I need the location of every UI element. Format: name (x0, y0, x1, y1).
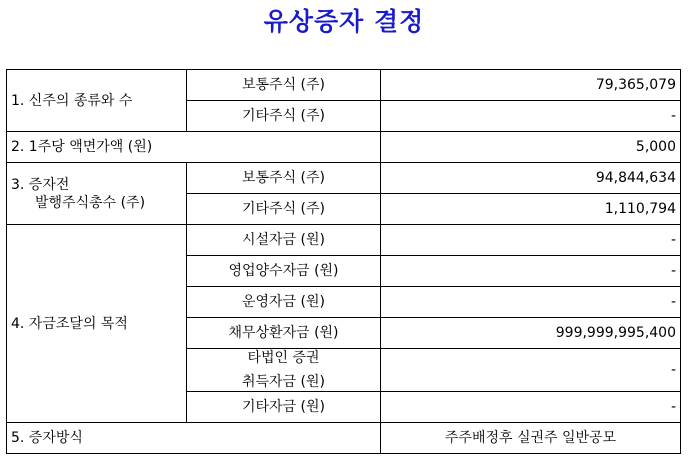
securities-label-line2: 취득자금 (원) (242, 374, 325, 390)
row-label-new-shares: 1. 신주의 종류와 수 (7, 70, 187, 132)
value-operating-funds: - (381, 287, 681, 318)
value-debt-repayment-funds: 999,999,995,400 (381, 318, 681, 349)
value-issuance-method: 주주배정후 실권주 일반공모 (381, 423, 681, 454)
table-row (7, 423, 681, 454)
sub-label-securities-acquisition-funds (187, 349, 381, 392)
row-label-par-value: 2. 1주당 액면가액 (원) (7, 132, 381, 163)
row-label-shares-before-line2: 발행주식총수 (주) (35, 194, 146, 211)
document-title: 유상증자 결정 (263, 7, 425, 36)
value-securities-acquisition-funds: - (381, 349, 681, 392)
value-before-other-shares: 1,110,794 (381, 194, 681, 225)
sub-label-acquisition-funds: 영업양수자금 (원) (187, 256, 381, 287)
table-row (7, 225, 681, 256)
value-before-common-shares: 94,844,634 (381, 163, 681, 194)
value-new-common-shares: 79,365,079 (381, 70, 681, 101)
sub-label-facility-funds: 시설자금 (원) (187, 225, 381, 256)
sub-label-common-shares: 보통주식 (주) (187, 163, 381, 194)
sub-label-common-shares: 보통주식 (주) (187, 70, 381, 101)
sub-label-other-shares: 기타주식 (주) (187, 194, 381, 225)
sub-label-other-funds: 기타자금 (원) (187, 392, 381, 423)
value-acquisition-funds: - (381, 256, 681, 287)
table-row (7, 70, 681, 101)
row-label-issuance-method: 5. 증자방식 (7, 423, 381, 454)
securities-label-line1: 타법인 증권 (247, 350, 320, 366)
table-row (7, 132, 681, 163)
table-row (7, 163, 681, 194)
value-par-value: 5,000 (381, 132, 681, 163)
row-label-shares-before (7, 163, 187, 225)
value-facility-funds: - (381, 225, 681, 256)
value-other-funds: - (381, 392, 681, 423)
row-label-shares-before-line1: 3. 증자전 (11, 176, 70, 193)
value-new-other-shares: - (381, 101, 681, 132)
row-label-funding-purpose: 4. 자금조달의 목적 (7, 225, 187, 423)
sub-label-debt-repayment-funds: 채무상환자금 (원) (187, 318, 381, 349)
disclosure-table (6, 69, 681, 454)
sub-label-operating-funds: 운영자금 (원) (187, 287, 381, 318)
sub-label-other-shares: 기타주식 (주) (187, 101, 381, 132)
